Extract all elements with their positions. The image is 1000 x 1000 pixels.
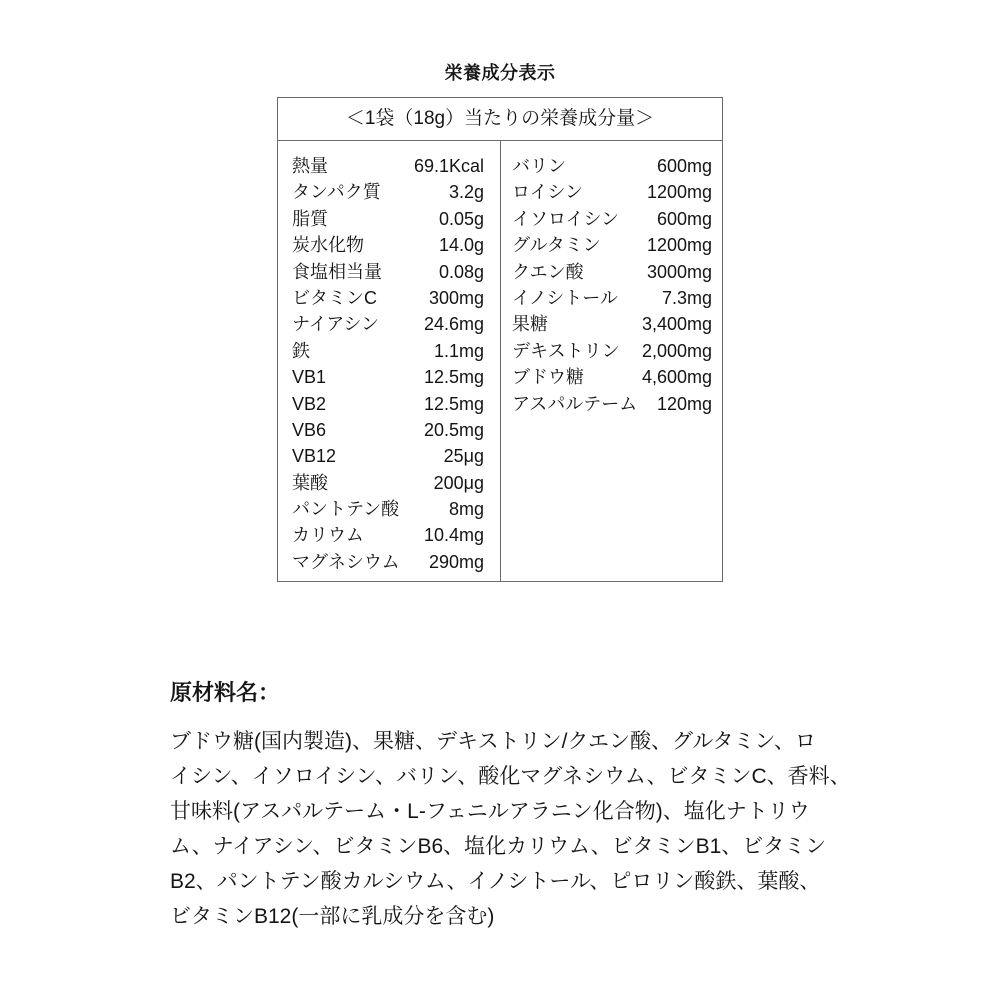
nutrient-column-right [512,153,712,417]
ingredients-text [170,724,860,934]
nutrient-row [292,179,484,205]
nutrient-row [292,522,484,548]
column-divider [500,141,501,581]
nutrient-row [292,417,484,443]
nutrient-row [512,311,712,337]
nutrient-row [292,549,484,575]
nutrient-name: VB2 [292,393,327,414]
nutrient-value: 10.4mg [423,525,484,546]
nutrient-value: 600mg [656,208,712,229]
nutrient-value: 120mg [656,393,712,414]
ingredients-line: B2、パントテン酸カルシウム、イノシトール、ピロリン酸鉄、葉酸、 [170,870,821,893]
nutrient-name: イソロイシン [512,208,620,229]
nutrient-value: 300mg [428,287,484,308]
nutrient-name: パントテン酸 [292,499,400,520]
nutrient-row [292,153,484,179]
nutrient-value: 12.5mg [423,393,484,414]
nutrient-name: タンパク質 [292,182,381,203]
nutrient-name: カリウム [292,525,364,546]
nutrient-name: デキストリン [512,340,620,361]
nutrient-row [512,338,712,364]
nutrient-row [292,285,484,311]
nutrient-name: 熱量 [292,156,328,176]
ingredients-line: ム、ナイアシン、ビタミンB6、塩化カリウム、ビタミンB1、ビタミン [170,835,827,858]
nutrient-name: ナイアシン [292,314,380,335]
nutrient-value: 1200mg [646,235,712,256]
nutrient-name: 炭水化物 [292,235,364,256]
nutrient-row [292,311,484,337]
nutrient-row [292,364,484,390]
table-header: ＜1袋（18g）当たりの栄養成分量＞ [278,98,722,141]
nutrient-value: 7.3mg [661,287,712,308]
nutrient-name: クエン酸 [512,261,584,282]
nutrient-row [512,259,712,285]
nutrient-name: 鉄 [292,340,310,361]
nutrient-value: 600mg [656,156,712,176]
nutrient-row [292,470,484,496]
nutrient-value: 14.0g [438,235,484,256]
nutrient-row [512,285,712,311]
ingredients-heading: 原材料名： [170,680,281,705]
nutrient-name: 食塩相当量 [292,261,382,282]
nutrient-name: 果糖 [512,314,548,335]
nutrition-table [277,97,723,582]
nutrient-name: アスパルテーム [512,393,638,414]
nutrient-value: 200μg [433,472,484,493]
nutrient-value: 2,000mg [641,340,712,361]
ingredients-line: イシン、イソロイシン、バリン、酸化マグネシウム、ビタミンC、香料、 [170,765,851,788]
nutrient-row [512,232,712,258]
nutrient-name: 葉酸 [292,472,328,493]
nutrition-title: 栄養成分表示 [444,63,556,83]
nutrient-row [292,496,484,522]
nutrient-value: 0.05g [438,208,484,229]
nutrient-value: 3.2g [448,182,484,203]
ingredients-line: 甘味料(アスパルテーム・L-フェニルアラニン化合物)、塩化ナトリウ [170,800,810,823]
nutrient-name: ロイシン [512,182,584,203]
nutrient-value: 4,600mg [641,367,712,388]
nutrient-name: グルタミン [512,235,601,256]
nutrient-row [292,443,484,469]
nutrient-value: 25μg [443,446,484,467]
nutrient-value: 1200mg [646,182,712,203]
nutrient-row [512,179,712,205]
nutrient-row [292,206,484,232]
ingredients-line: ブドウ糖(国内製造)、果糖、デキストリン/クエン酸、グルタミン、ロ [170,730,816,753]
nutrient-value: 290mg [428,551,484,572]
nutrient-row [512,206,712,232]
nutrient-row [512,364,712,390]
nutrient-value: 24.6mg [423,314,484,335]
nutrient-name: マグネシウム [292,551,400,572]
nutrient-value: 20.5mg [423,419,484,440]
nutrient-name: VB12 [292,446,337,467]
nutrient-column-left [292,153,484,575]
nutrient-row [292,391,484,417]
nutrient-name: VB6 [292,419,327,440]
nutrient-value: 3000mg [646,261,712,282]
nutrient-row [512,153,712,179]
nutrient-row [292,259,484,285]
nutrient-name: ビタミンC [292,287,377,308]
nutrient-name: VB1 [292,367,327,388]
nutrient-row [512,391,712,417]
nutrient-value: 1.1mg [433,340,484,361]
nutrient-value: 69.1Kcal [413,156,484,176]
nutrient-name: ブドウ糖 [512,367,584,388]
nutrient-name: バリン [512,156,566,176]
nutrient-value: 0.08g [438,261,484,282]
nutrient-name: イノシトール [512,287,618,308]
nutrient-value: 12.5mg [423,367,484,388]
nutrient-row [292,338,484,364]
nutrient-row [292,232,484,258]
nutrient-value: 3,400mg [641,314,712,335]
nutrient-value: 8mg [448,499,484,520]
ingredients-line: ビタミンB12(一部に乳成分を含む) [170,905,495,928]
nutrient-name: 脂質 [292,208,328,229]
